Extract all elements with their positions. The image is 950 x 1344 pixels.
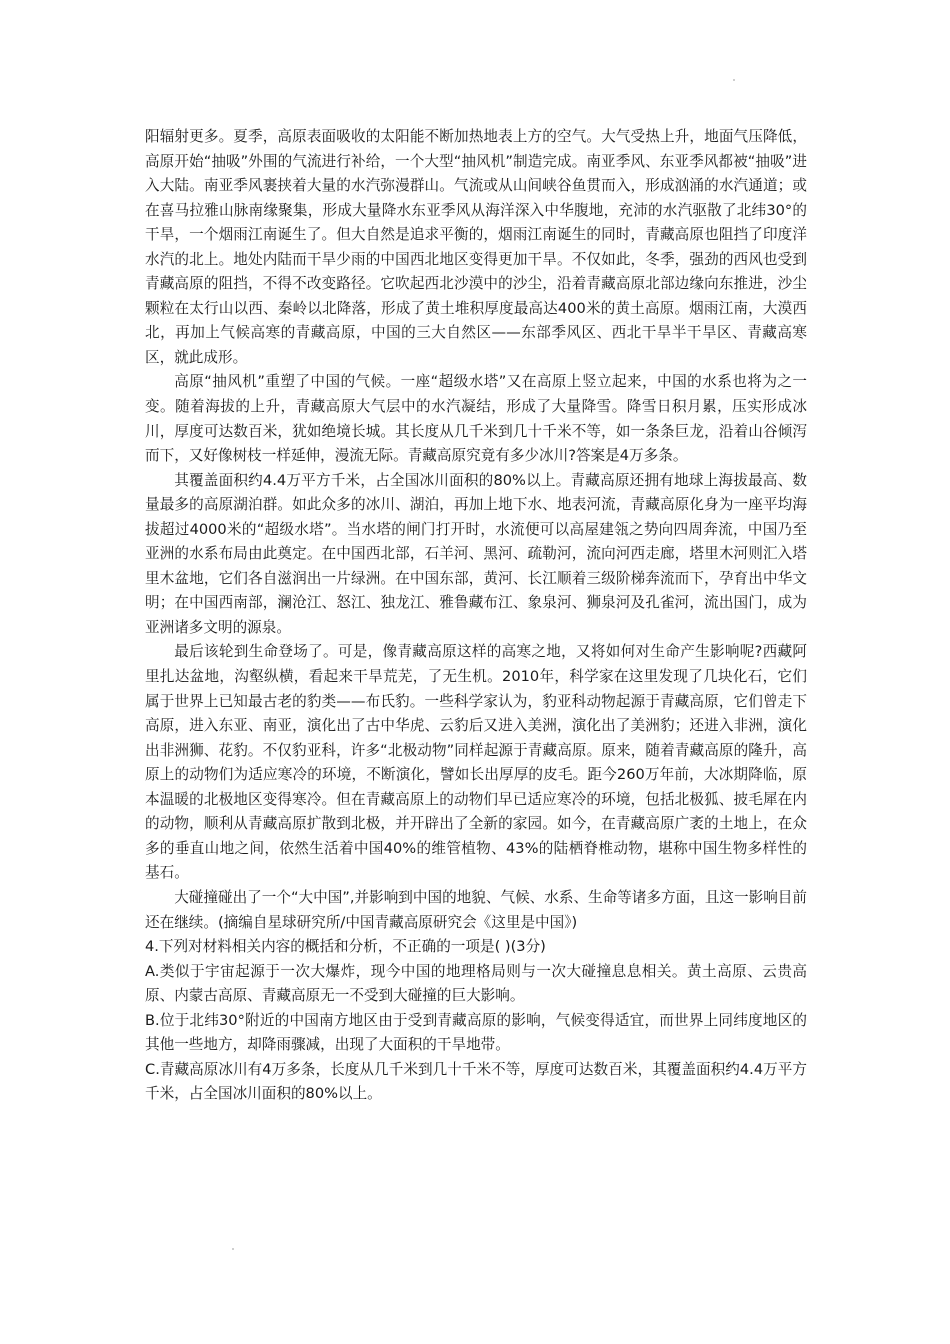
document-body: [145, 125, 807, 1107]
paragraph-water-tower: 高原“抽风机”重塑了中国的气候。一座“超级水塔”又在高原上竖立起来，中国的水系也将为之一变。随着海拔的上升，青藏高原大气层中的水汽凝结，形成了大量降雪。降雪日积月累，压实形成冰川，厚度可达数百米，犹如绝境长城。其长度从几千米到几十千米不等，如一条条巨龙，沿着山谷倾泻而下，又好像树枝一样延伸，漫流无际。青藏高原究竟有多少冰川?答案是4万多条。: [145, 373, 807, 465]
option-a: A.类似于宇宙起源于一次大爆炸，现今中国的地理格局则与一次大碰撞息息相关。黄土高原、云贵高原、内蒙古高原、青藏高原无一不受到大碰撞的巨大影响。: [145, 962, 807, 1005]
question-4: [145, 935, 807, 1107]
paragraph-glaciers-rivers: 其覆盖面积约4.4万平方千米，占全国冰川面积的80%以上。青藏高原还拥有地球上海拔最高、数量最多的高原湖泊群。如此众多的冰川、湖泊，再加上地下水、地表河流，青藏高原化身为一座平均海拔超过4000米的“超级水塔”。当水塔的闸门打开时，水流便可以高屋建瓴之势向四周奔流，中国乃至亚洲的水系布局由此奠定。在中国西北部，石羊河、黑河、疏勒河，流向河西走廊，塔里木河则汇入塔里木盆地，它们各自滋润出一片绿洲。在中国东部，黄河、长江顺着三级阶梯奔流而下，孕育出中华文明；在中国西南部，澜沧江、怒江、独龙江、雅鲁藏布江、象泉河、狮泉河及孔雀河，流出国门，成为亚洲诸多文明的源泉。: [145, 471, 807, 636]
option-b: B.位于北纬30°附近的中国南方地区由于受到青藏高原的影响，气候变得适宜，而世界上同纬度地区的其他一些地方，却降雨骤减，出现了大面积的干旱地带。: [145, 1011, 807, 1054]
option-c: C.青藏高原冰川有4万多条，长度从几千米到几十千米不等，厚度可达数百米，其覆盖面积约4.4万平方千米，占全国冰川面积的80%以上。: [145, 1060, 807, 1103]
corner-mark-top: [733, 79, 735, 81]
paragraph-conclusion-source: 大碰撞碰出了一个“大中国”,并影响到中国的地貌、气候、水系、生命等诸多方面，且这一影响目前还在继续。(摘编自星球研究所/中国青藏高原研究会《这里是中国》): [145, 888, 807, 931]
question-stem: 4.下列对材料相关内容的概括和分析，不正确的一项是( )(3分): [145, 938, 546, 956]
corner-mark-bottom: [232, 1248, 234, 1250]
paragraph-climate: 阳辐射更多。夏季，高原表面吸收的太阳能不断加热地表上方的空气。大气受热上升，地面气压降低，高原开始“抽吸”外围的气流进行补给，一个大型“抽风机”制造完成。南亚季风、东亚季风都被“抽吸”进入大陆。南亚季风裹挟着大量的水汽弥漫群山。气流或从山间峡谷鱼贯而入，形成汹涌的水汽通道；或在喜马拉雅山脉南缘聚集，形成大量降水东亚季风从海洋深入中华腹地，充沛的水汽驱散了北纬30°的干旱，一个烟雨江南诞生了。但大自然是追求平衡的，烟雨江南诞生的同时，青藏高原也阻挡了印度洋水汽的北上。地处内陆而干旱少雨的中国西北地区变得更加干旱。不仅如此，冬季，强劲的西风也受到青藏高原的阻挡，不得不改变路径。它吹起西北沙漠中的沙尘，沿着青藏高原北部边缘向东推进，沙尘颗粒在太行山以西、秦岭以北降落，形成了黄土堆积厚度最高达400米的黄土高原。烟雨江南，大漠西北，再加上气候高寒的青藏高原，中国的三大自然区——东部季风区、西北干旱半干旱区、青藏高寒区，就此成形。: [145, 128, 807, 366]
paragraph-life: 最后该轮到生命登场了。可是，像青藏高原这样的高寒之地，又将如何对生命产生影响呢?西藏阿里扎达盆地，沟壑纵横，看起来干旱荒芜，了无生机。2010年，科学家在这里发现了几块化石，它们属于世界上已知最古老的豹类——布氏豹。一些科学家认为，豹亚科动物起源于青藏高原，它们曾走下高原，进入东亚、南亚，演化出了古中华虎、云豹后又进入美洲，演化出了美洲豹；还进入非洲，演化出非洲狮、花豹。不仅豹亚科，许多“北极动物”同样起源于青藏高原。原来，随着青藏高原的隆升，高原上的动物们为适应寒冷的环境，不断演化，譬如长出厚厚的皮毛。距今260万年前，大冰期降临，原本温暖的北极地区变得寒冷。但在青藏高原上的动物们早已适应寒冷的环境，包括北极狐、披毛犀在内的动物，顺利从青藏高原扩散到北极，并开辟出了全新的家园。如今，在青藏高原广袤的土地上，在众多的垂直山地之间，依然生活着中国40%的维管植物、43%的陆栖脊椎动物，堪称中国生物多样性的基石。: [145, 643, 807, 882]
